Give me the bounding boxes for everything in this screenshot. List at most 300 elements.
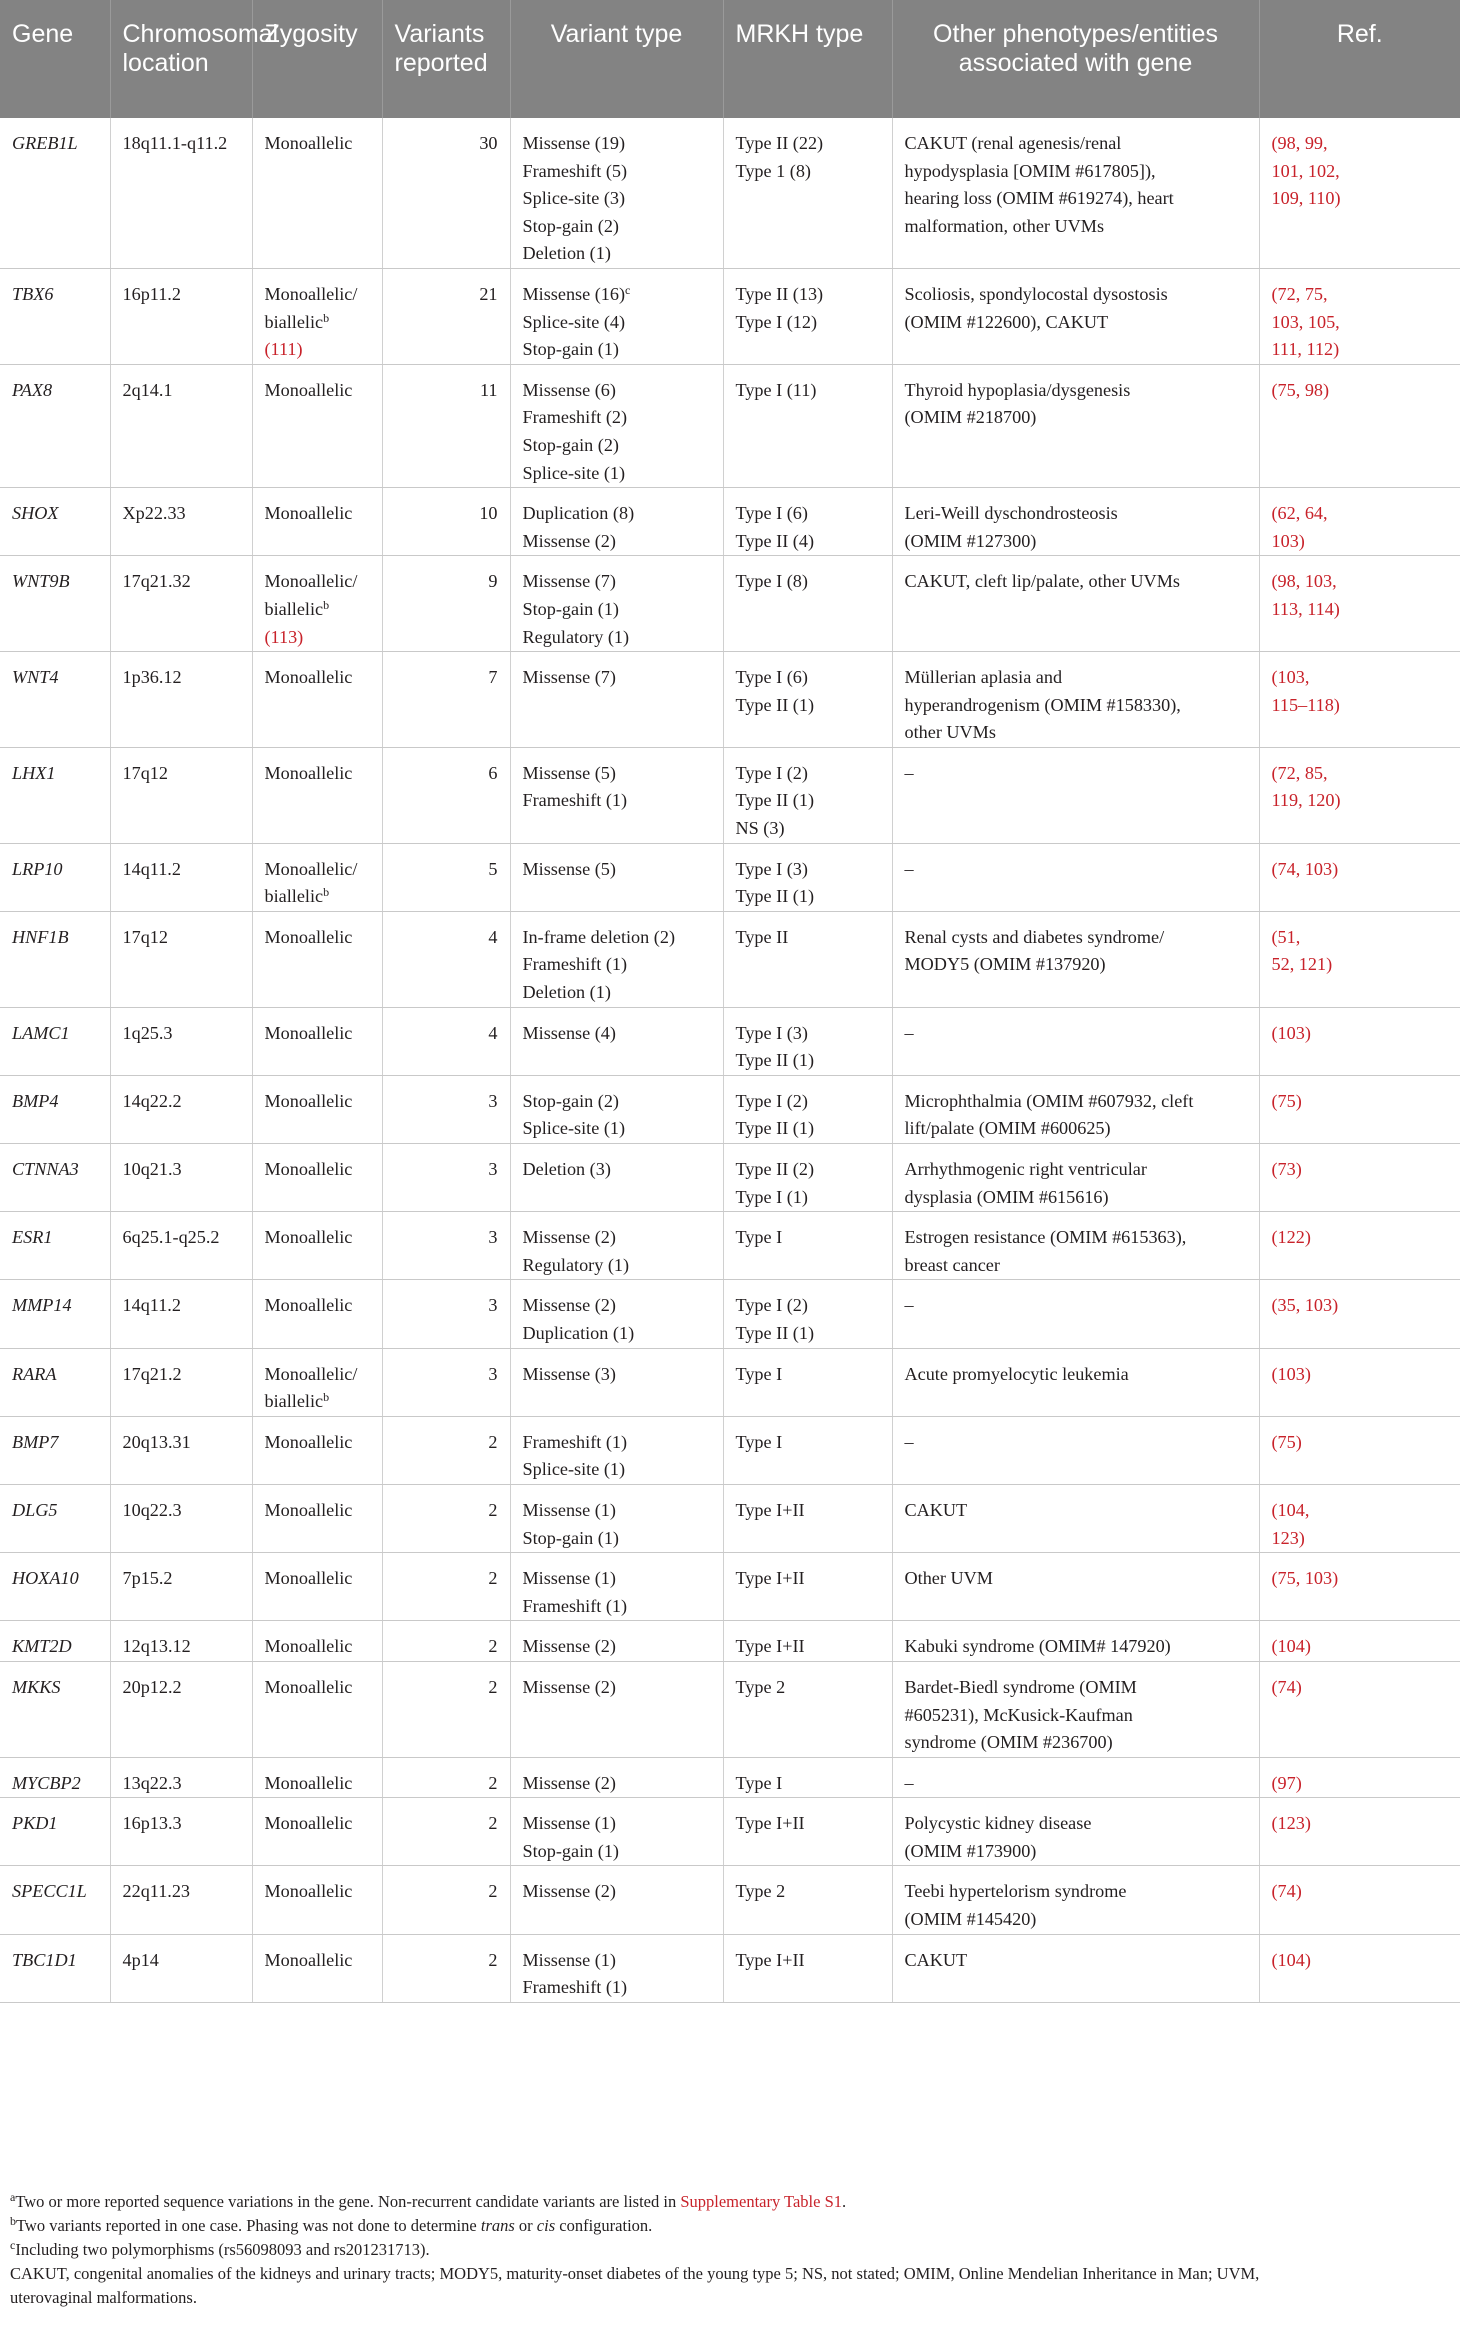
other-phenotypes-cell: [892, 1144, 1259, 1212]
variant-type-line: [523, 568, 713, 596]
zygosity-cell: [252, 1621, 382, 1662]
chromosomal-location-cell: Xp22.33: [110, 488, 252, 556]
variant-type-text: Missense (5): [522, 762, 616, 783]
table-row: [0, 1212, 1460, 1280]
phenotype-line: Acute promyelocytic leukemia: [904, 1363, 1129, 1384]
zygosity-line: [265, 1388, 372, 1416]
variants-reported-cell: 2: [382, 1621, 510, 1662]
variants-reported-cell: 4: [382, 911, 510, 1007]
zygosity-line[interactable]: [265, 624, 372, 652]
zygosity-cell: [252, 1866, 382, 1934]
phenotype-line: syndrome (OMIM #236700): [904, 1732, 1113, 1753]
zygosity-cell: [252, 1075, 382, 1143]
variant-type-text: Missense (1): [522, 1949, 616, 1970]
table-row: [0, 556, 1460, 652]
variant-type-line: [523, 1593, 713, 1621]
variant-type-text: Missense (6): [522, 379, 616, 400]
ref-link[interactable]: (123): [1271, 1813, 1311, 1834]
phenotype-line: Teebi hypertelorism syndrome: [904, 1881, 1127, 1902]
header-mrkh-type: MRKH type: [723, 0, 892, 118]
variant-type-line: [523, 404, 713, 432]
ref-link[interactable]: (104,: [1271, 1499, 1310, 1520]
zygosity-cell: [252, 1661, 382, 1757]
variant-type-cell: [510, 268, 723, 364]
mrkh-type-cell: [723, 1553, 892, 1621]
ref-link[interactable]: 119, 120): [1271, 790, 1341, 811]
variant-type-text: Splice-site (1): [522, 462, 626, 483]
phenotype-line: malformation, other UVMs: [904, 215, 1105, 236]
zygosity-line: [265, 1770, 372, 1798]
variant-type-line: [523, 158, 713, 186]
variants-reported-cell: 2: [382, 1866, 510, 1934]
variant-type-text: Missense (2): [522, 1772, 616, 1793]
ref-link[interactable]: (98, 103,: [1271, 571, 1337, 592]
variants-reported-cell: 2: [382, 1798, 510, 1866]
zygosity-text: Monoallelic: [264, 1022, 353, 1043]
variant-type-text: Splice-site (3): [522, 188, 626, 209]
chromosomal-location-cell: 20q13.31: [110, 1416, 252, 1484]
zygosity-line: [265, 281, 372, 309]
chromosomal-location-cell: 13q22.3: [110, 1757, 252, 1798]
variant-type-line: [523, 309, 713, 337]
header-ref: Ref.: [1259, 0, 1460, 118]
variant-type-line: [523, 130, 713, 158]
table-footnotes: [10, 2190, 1450, 2310]
ref-link[interactable]: (35, 103): [1271, 1295, 1339, 1316]
table-body: [0, 118, 1460, 2002]
mrkh-type-line: Type I: [735, 1363, 783, 1384]
zygosity-line: [265, 883, 372, 911]
variant-type-line: [523, 1020, 713, 1048]
ref-link[interactable]: 111, 112): [1271, 339, 1340, 360]
variant-type-text: Missense (2): [522, 1636, 616, 1657]
zygosity-line: [265, 1810, 372, 1838]
variant-type-text: Missense (1): [522, 1813, 616, 1834]
variant-type-line: [523, 377, 713, 405]
zygosity-line: [265, 500, 372, 528]
variant-type-text: Frameshift (1): [522, 954, 628, 975]
variant-type-text: Stop-gain (1): [522, 1840, 619, 1861]
mrkh-type-line: Type I (3): [735, 1022, 808, 1043]
phenotype-line: (OMIM #145420): [904, 1909, 1037, 1930]
phenotype-line: Thyroid hypoplasia/dysgenesis: [904, 379, 1131, 400]
footnote-mark: b: [323, 885, 330, 900]
phenotype-line: CAKUT (renal agenesis/renal: [904, 133, 1122, 153]
ref-link[interactable]: (104): [1271, 1949, 1311, 1970]
other-phenotypes-cell: [892, 747, 1259, 843]
zygosity-text: Monoallelic: [264, 1227, 353, 1248]
mrkh-type-line: Type II (13): [735, 283, 824, 304]
phenotype-line: (OMIM #127300): [904, 530, 1037, 551]
variant-type-line: [523, 500, 713, 528]
chromosomal-location-cell: 18q11.1-q11.2: [110, 118, 252, 268]
zygosity-line: [265, 760, 372, 788]
chromosomal-location-cell: 1q25.3: [110, 1007, 252, 1075]
mrkh-type-cell: [723, 488, 892, 556]
variant-type-line: [523, 1497, 713, 1525]
chromosomal-location-cell: 4p14: [110, 1934, 252, 2002]
zygosity-cell: [252, 118, 382, 268]
header-gene: Gene: [12, 20, 74, 48]
ref-cell: [1259, 364, 1460, 487]
ref-cell: [1259, 1553, 1460, 1621]
table-row: [0, 1621, 1460, 1662]
ref-cell: [1259, 1144, 1460, 1212]
ref-link[interactable]: (104): [1271, 1636, 1311, 1657]
mrkh-type-line: Type II: [735, 926, 789, 947]
zygosity-text: biallelic: [264, 311, 324, 332]
other-phenotypes-cell: [892, 1007, 1259, 1075]
zygosity-cell: [252, 1144, 382, 1212]
other-phenotypes-cell: [892, 1280, 1259, 1348]
variant-type-text: Missense (1): [522, 1568, 616, 1589]
zygosity-text: Monoallelic: [264, 1881, 353, 1902]
zygosity-text: Monoallelic: [264, 1949, 353, 1970]
variant-type-text: In-frame deletion (2): [522, 926, 675, 947]
ref-link[interactable]: (75): [1271, 1431, 1302, 1452]
variant-type-text: Missense (2): [522, 1295, 616, 1316]
table-row: [0, 1484, 1460, 1552]
zygosity-text: (111): [264, 339, 303, 360]
ref-link[interactable]: (103): [1271, 1022, 1311, 1043]
table-row: [0, 1075, 1460, 1143]
phenotype-line: Bardet-Biedl syndrome (OMIM: [904, 1676, 1137, 1697]
supplementary-table-link[interactable]: Supplementary Table S1: [680, 2192, 843, 2211]
variant-type-text: Stop-gain (1): [522, 1527, 619, 1548]
phenotype-line: hypodysplasia [OMIM #617805]),: [904, 160, 1156, 181]
mrkh-type-cell: [723, 1075, 892, 1143]
ref-cell: [1259, 1075, 1460, 1143]
variants-reported-cell: 2: [382, 1757, 510, 1798]
variants-reported-cell: 3: [382, 1075, 510, 1143]
chromosomal-location-cell: 17q12: [110, 747, 252, 843]
variant-type-text: Splice-site (1): [522, 1118, 626, 1139]
mrkh-type-line: Type II (1): [735, 1050, 815, 1071]
variant-type-text: Deletion (1): [522, 982, 611, 1003]
phenotype-line: Kabuki syndrome (OMIM# 147920): [904, 1636, 1171, 1657]
mrkh-type-line: Type 2: [735, 1881, 786, 1902]
variant-type-cell: [510, 1798, 723, 1866]
phenotype-line: –: [904, 858, 914, 879]
variant-type-cell: [510, 556, 723, 652]
ref-link[interactable]: (103): [1271, 1363, 1311, 1384]
footnote-mark: b: [323, 1390, 330, 1405]
gene-cell: KMT2D: [0, 1621, 110, 1662]
mrkh-type-line: Type I: [735, 1431, 783, 1452]
phenotype-line: –: [904, 1431, 914, 1452]
zygosity-line: [265, 568, 372, 596]
zygosity-text: Monoallelic: [264, 1772, 353, 1793]
ref-link[interactable]: (74, 103): [1271, 858, 1339, 879]
mrkh-type-line: Type I+II: [735, 1949, 805, 1970]
ref-link[interactable]: 109, 110): [1271, 188, 1341, 209]
zygosity-line: [265, 924, 372, 952]
chromosomal-location-cell: 7p15.2: [110, 1553, 252, 1621]
variants-reported-cell: 2: [382, 1553, 510, 1621]
zygosity-text: Monoallelic: [264, 503, 353, 524]
variant-type-text: Missense (2): [522, 1881, 616, 1902]
zygosity-text: Monoallelic: [264, 1431, 353, 1452]
mrkh-type-line: Type II (1): [735, 694, 815, 715]
zygosity-line: [265, 856, 372, 884]
variant-type-text: Frameshift (1): [522, 790, 628, 811]
ref-cell: [1259, 652, 1460, 748]
chromosomal-location-cell: 16p13.3: [110, 1798, 252, 1866]
mrkh-type-line: Type II (1): [735, 790, 815, 811]
gene-cell: TBC1D1: [0, 1934, 110, 2002]
header-zygosity: Zygosity: [252, 0, 382, 118]
mrkh-type-cell: [723, 1661, 892, 1757]
ref-link[interactable]: (51,: [1271, 926, 1301, 947]
variant-type-line: [523, 185, 713, 213]
table-row: [0, 268, 1460, 364]
zygosity-cell: [252, 1934, 382, 2002]
variant-type-line: [523, 760, 713, 788]
variant-type-text: Missense (2): [522, 1676, 616, 1697]
other-phenotypes-cell: [892, 1075, 1259, 1143]
chromosomal-location-cell: 20p12.2: [110, 1661, 252, 1757]
phenotype-line: hyperandrogenism (OMIM #158330),: [904, 694, 1181, 715]
ref-cell: [1259, 1416, 1460, 1484]
zygosity-cell: [252, 1798, 382, 1866]
variant-type-text: Stop-gain (2): [522, 434, 619, 455]
phenotype-line: breast cancer: [904, 1254, 1000, 1275]
other-phenotypes-cell: [892, 268, 1259, 364]
zygosity-cell: [252, 652, 382, 748]
zygosity-line[interactable]: [265, 336, 372, 364]
table-row: [0, 364, 1460, 487]
variant-type-text: Frameshift (1): [522, 1977, 628, 1998]
ref-cell: [1259, 1484, 1460, 1552]
ref-link[interactable]: (122): [1271, 1227, 1311, 1248]
variant-type-text: Splice-site (1): [522, 1459, 626, 1480]
chromosomal-location-cell: 17q12: [110, 911, 252, 1007]
variants-reported-cell: 21: [382, 268, 510, 364]
ref-cell: [1259, 1866, 1460, 1934]
ref-link[interactable]: 103, 105,: [1271, 311, 1340, 332]
ref-cell: [1259, 1934, 1460, 2002]
variant-type-cell: [510, 1212, 723, 1280]
chromosomal-location-cell: 14q22.2: [110, 1075, 252, 1143]
chromosomal-location-cell: 14q11.2: [110, 843, 252, 911]
other-phenotypes-cell: [892, 911, 1259, 1007]
ref-cell: [1259, 1280, 1460, 1348]
ref-link[interactable]: (72, 85,: [1271, 762, 1328, 783]
zygosity-line: [265, 1088, 372, 1116]
ref-link[interactable]: (73): [1271, 1159, 1302, 1179]
gene-cell: WNT9B: [0, 556, 110, 652]
zygosity-text: Monoallelic: [264, 1813, 353, 1834]
variant-type-line: [523, 1674, 713, 1702]
other-phenotypes-cell: [892, 1621, 1259, 1662]
zygosity-text: Monoallelic: [264, 1295, 353, 1316]
other-phenotypes-cell: [892, 1212, 1259, 1280]
variant-type-cell: [510, 843, 723, 911]
gene-cell: ESR1: [0, 1212, 110, 1280]
mrkh-type-cell: [723, 364, 892, 487]
ref-link[interactable]: 52, 121): [1271, 954, 1333, 975]
variant-type-cell: [510, 747, 723, 843]
zygosity-text: biallelic: [264, 886, 324, 907]
mrkh-type-cell: [723, 911, 892, 1007]
variant-type-text: Missense (3): [522, 1363, 616, 1384]
variant-type-line: [523, 1974, 713, 2002]
zygosity-cell: [252, 268, 382, 364]
footnote-mark: b: [323, 310, 330, 325]
ref-cell: [1259, 1621, 1460, 1662]
variant-type-line: [523, 1252, 713, 1280]
zygosity-line: [265, 596, 372, 624]
variant-type-line: [523, 336, 713, 364]
phenotype-line: Estrogen resistance (OMIM #615363),: [904, 1227, 1187, 1248]
zygosity-line: [265, 1497, 372, 1525]
ref-cell: [1259, 911, 1460, 1007]
zygosity-line: [265, 1361, 372, 1389]
phenotype-line: Müllerian aplasia and: [904, 667, 1063, 688]
zygosity-cell: [252, 1348, 382, 1416]
ref-link[interactable]: (62, 64,: [1271, 503, 1328, 524]
gene-cell: CTNNA3: [0, 1144, 110, 1212]
table-row: [0, 1757, 1460, 1798]
ref-link[interactable]: 115–118): [1271, 694, 1340, 715]
variants-reported-cell: 4: [382, 1007, 510, 1075]
zygosity-text: (113): [264, 626, 304, 647]
variant-type-text: Missense (19): [522, 133, 626, 153]
ref-cell: [1259, 118, 1460, 268]
other-phenotypes-cell: [892, 1484, 1259, 1552]
zygosity-line: [265, 1292, 372, 1320]
variants-reported-cell: 3: [382, 1348, 510, 1416]
phenotype-line: (OMIM #173900): [904, 1840, 1037, 1861]
variant-type-cell: [510, 911, 723, 1007]
variant-type-line: [523, 1456, 713, 1484]
variant-type-line: [523, 924, 713, 952]
other-phenotypes-cell: [892, 118, 1259, 268]
zygosity-text: Monoallelic/: [264, 571, 358, 592]
header-variant-type: Variant type: [510, 0, 723, 118]
ref-link[interactable]: (72, 75,: [1271, 283, 1328, 304]
footnote-mark: c: [625, 282, 631, 297]
ref-cell: [1259, 1212, 1460, 1280]
mrkh-type-line: Type I (6): [735, 667, 808, 688]
gene-cell: PKD1: [0, 1798, 110, 1866]
mrkh-type-line: Type II (1): [735, 1322, 815, 1343]
footnote-c: $^c$Including two polymorphisms (rs56098093 and rs201231713).: [10, 2238, 430, 2259]
zygosity-text: biallelic: [264, 1391, 324, 1412]
ref-link[interactable]: (98, 99,: [1271, 133, 1328, 153]
mrkh-type-line: Type I (2): [735, 1090, 808, 1111]
gene-cell: MMP14: [0, 1280, 110, 1348]
zygosity-line: [265, 1224, 372, 1252]
ref-link[interactable]: (97): [1271, 1772, 1302, 1793]
ref-link[interactable]: 103): [1271, 530, 1305, 551]
chromosomal-location-cell: 12q13.12: [110, 1621, 252, 1662]
variant-type-line: [523, 1088, 713, 1116]
zygosity-line: [265, 1633, 372, 1661]
chromosomal-location-cell: 10q22.3: [110, 1484, 252, 1552]
mrkh-type-line: Type I+II: [735, 1813, 805, 1834]
ref-link[interactable]: (75, 103): [1271, 1568, 1339, 1589]
ref-cell: [1259, 1757, 1460, 1798]
mrkh-type-cell: [723, 268, 892, 364]
variant-type-line: [523, 1224, 713, 1252]
zygosity-line: [265, 377, 372, 405]
gene-cell: LHX1: [0, 747, 110, 843]
ref-link[interactable]: (74): [1271, 1881, 1302, 1902]
variant-type-cell: [510, 1484, 723, 1552]
phenotype-line: MODY5 (OMIM #137920): [904, 954, 1106, 975]
variant-type-cell: [510, 364, 723, 487]
zygosity-text: Monoallelic: [264, 1568, 353, 1589]
other-phenotypes-cell: [892, 1934, 1259, 2002]
gene-cell: TBX6: [0, 268, 110, 364]
variant-type-line: [523, 979, 713, 1007]
mrkh-type-cell: [723, 1621, 892, 1662]
table-row: [0, 1007, 1460, 1075]
variant-type-cell: [510, 1866, 723, 1934]
mrkh-type-line: NS (3): [735, 818, 785, 839]
phenotype-line: Polycystic kidney disease: [904, 1813, 1092, 1834]
header-variants-reported: Variants reported: [382, 0, 510, 118]
other-phenotypes-cell: [892, 1348, 1259, 1416]
zygosity-text: Monoallelic: [264, 667, 353, 688]
ref-link[interactable]: 123): [1271, 1527, 1305, 1548]
ref-link[interactable]: 113, 114): [1271, 598, 1340, 619]
ref-link[interactable]: (75, 98): [1271, 379, 1330, 400]
ref-link[interactable]: 101, 102,: [1271, 160, 1340, 181]
mrkh-type-line: Type I (2): [735, 1295, 808, 1316]
variant-type-text: Deletion (1): [522, 243, 611, 264]
variant-type-text: Stop-gain (1): [522, 598, 619, 619]
variants-reported-cell: 3: [382, 1280, 510, 1348]
variant-type-line: [523, 664, 713, 692]
gene-cell: HOXA10: [0, 1553, 110, 1621]
other-phenotypes-cell: [892, 1553, 1259, 1621]
variant-type-cell: [510, 1416, 723, 1484]
mrkh-type-line: Type I (8): [735, 571, 808, 592]
mrkh-type-cell: [723, 1757, 892, 1798]
ref-link[interactable]: (74): [1271, 1676, 1302, 1697]
other-phenotypes-cell: [892, 488, 1259, 556]
variant-type-line: [523, 951, 713, 979]
variant-type-cell: [510, 1007, 723, 1075]
variant-type-text: Missense (2): [522, 530, 616, 551]
zygosity-text: Monoallelic: [264, 1159, 353, 1179]
table-header-row: [0, 0, 1460, 118]
table-row: [0, 1553, 1460, 1621]
ref-cell: [1259, 488, 1460, 556]
variant-type-line: [523, 528, 713, 556]
mrkh-type-line: Type I+II: [735, 1636, 805, 1657]
phenotype-line: CAKUT, cleft lip/palate, other UVMs: [904, 571, 1180, 592]
variant-type-line: [523, 1565, 713, 1593]
table-row: [0, 1866, 1460, 1934]
variants-reported-cell: 9: [382, 556, 510, 652]
mrkh-type-line: Type II (2): [735, 1159, 815, 1179]
gene-cell: BMP4: [0, 1075, 110, 1143]
ref-link[interactable]: (75): [1271, 1090, 1302, 1111]
phenotype-line: CAKUT: [904, 1949, 968, 1970]
zygosity-line: [265, 1156, 372, 1184]
variant-type-cell: [510, 1280, 723, 1348]
ref-link[interactable]: (103,: [1271, 667, 1310, 688]
table-row: [0, 843, 1460, 911]
variant-type-line: [523, 1361, 713, 1389]
footnote-a: $^a$Two or more reported sequence variations in the gene. Non-recurrent candidate variants are listed in Supplementary Table S1.: [10, 2190, 847, 2211]
variant-type-text: Stop-gain (2): [522, 1090, 619, 1111]
table-row: [0, 911, 1460, 1007]
mrkh-type-line: Type 1 (8): [735, 160, 811, 181]
